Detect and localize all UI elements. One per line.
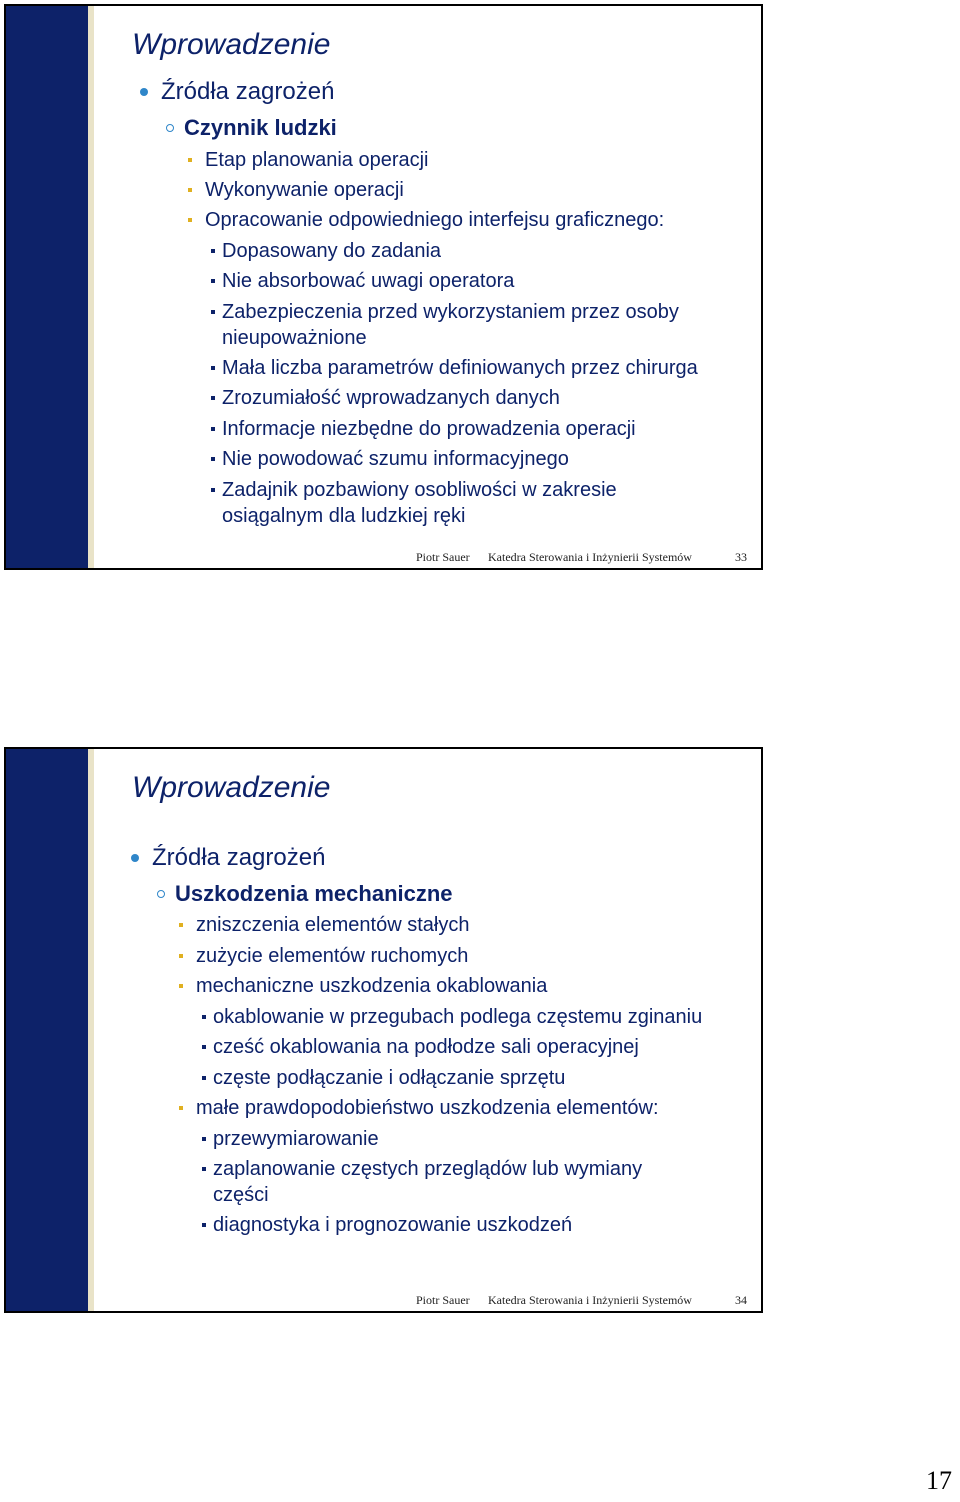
- bullet-item-level-4: [222, 385, 560, 411]
- bullet-text: Mała liczba parametrów definiowanych przez chirurga: [222, 357, 698, 379]
- footer-department: Katedra Sterowania i Inżynierii Systemów: [488, 550, 692, 564]
- square-bullet-icon: [211, 366, 215, 370]
- bullet-item-level-4: [222, 416, 636, 442]
- footer-author: Piotr Sauer: [416, 550, 470, 564]
- footer-department: Katedra Sterowania i Inżynierii Systemów: [488, 1293, 692, 1307]
- footer-author: Piotr Sauer: [416, 1293, 470, 1307]
- bullet-item-level-4: [213, 1004, 702, 1030]
- square-bullet-icon: [211, 457, 215, 461]
- square-bullet-icon: [211, 396, 215, 400]
- bullet-text: Informacje niezbędne do prowadzenia operacji: [222, 418, 636, 440]
- bullet-text: zaplanowanie częstych przeglądów lub wymiany: [213, 1158, 643, 1180]
- square-bullet-icon: [188, 188, 192, 192]
- side-band: [6, 6, 88, 568]
- square-bullet-icon: [211, 488, 215, 492]
- bullet-text-continued: części: [213, 1184, 269, 1206]
- square-bullet-icon: [179, 984, 183, 988]
- square-bullet-icon: [179, 923, 183, 927]
- bullet-text: Czynnik ludzki: [184, 115, 337, 140]
- bullet-item-level-3: [196, 1095, 659, 1121]
- slide-title: Wprowadzenie: [132, 28, 331, 61]
- bullet-item-level-4: [222, 238, 441, 264]
- bullet-item-level-2: [175, 880, 453, 908]
- bullet-text: diagnostyka i prognozowanie uszkodzeń: [213, 1214, 573, 1236]
- bullet-text: Zadajnik pozbawiony osobliwości w zakresie: [222, 479, 617, 501]
- bullet-text: przewymiarowanie: [213, 1128, 379, 1150]
- slide-33: [4, 4, 763, 570]
- square-bullet-icon: [188, 218, 192, 222]
- slide-number: 34: [735, 1293, 747, 1307]
- bullet-text: cześć okablowania na podłodze sali operacyjnej: [213, 1036, 639, 1058]
- dot-bullet-icon: [131, 854, 139, 862]
- square-bullet-icon: [211, 249, 215, 253]
- bullet-item-level-3: [196, 943, 468, 969]
- bullet-item-level-3: [205, 147, 429, 173]
- dot-bullet-icon: [140, 88, 148, 96]
- square-bullet-icon: [179, 954, 183, 958]
- bullet-item-level-3: [196, 973, 547, 999]
- ring-bullet-icon: [166, 124, 174, 132]
- square-bullet-icon: [202, 1223, 206, 1227]
- bullet-item-level-1: [161, 78, 334, 106]
- slide-number: 33: [735, 550, 747, 564]
- square-bullet-icon: [202, 1076, 206, 1080]
- square-bullet-icon: [188, 158, 192, 162]
- square-bullet-icon: [202, 1045, 206, 1049]
- bullet-item-level-3: [205, 177, 404, 203]
- bullet-item-level-4: [222, 446, 569, 472]
- bullet-item-level-4: [213, 1212, 572, 1238]
- bullet-text: Nie absorbować uwagi operatora: [222, 270, 515, 292]
- bullet-text: zużycie elementów ruchomych: [196, 945, 469, 967]
- bullet-text: mechaniczne uszkodzenia okablowania: [196, 975, 548, 997]
- bullet-text: małe prawdopodobieństwo uszkodzenia elementów:: [196, 1097, 659, 1119]
- square-bullet-icon: [211, 310, 215, 314]
- bullet-item-level-3: [196, 912, 469, 938]
- slide-34: [4, 747, 763, 1313]
- square-bullet-icon: [202, 1015, 206, 1019]
- square-bullet-icon: [179, 1106, 183, 1110]
- bullet-item-level-4: [213, 1126, 379, 1152]
- bullet-text: częste podłączanie i odłączanie sprzętu: [213, 1067, 566, 1089]
- bullet-text: okablowanie w przegubach podlega częstemu zginaniu: [213, 1006, 703, 1028]
- bullet-item-level-3: [205, 207, 664, 233]
- square-bullet-icon: [202, 1137, 206, 1141]
- square-bullet-icon: [211, 427, 215, 431]
- bullet-text: Źródła zagrożeń: [161, 78, 335, 105]
- bullet-text: zniszczenia elementów stałych: [196, 914, 470, 936]
- bullet-text: Zabezpieczenia przed wykorzystaniem przez osoby: [222, 301, 679, 323]
- bullet-text-continued: nieupoważnione: [222, 327, 367, 349]
- bullet-text: Etap planowania operacji: [205, 149, 429, 171]
- side-band: [6, 749, 88, 1311]
- bullet-item-level-2: [184, 114, 337, 142]
- ring-bullet-icon: [157, 890, 165, 898]
- square-bullet-icon: [211, 279, 215, 283]
- bullet-item-level-4: [222, 477, 617, 529]
- bullet-item-level-4: [213, 1156, 642, 1208]
- bullet-item-level-4: [213, 1065, 565, 1091]
- bullet-text: Wykonywanie operacji: [205, 179, 404, 201]
- bullet-text: Uszkodzenia mechaniczne: [175, 881, 453, 906]
- bullet-text: Nie powodować szumu informacyjnego: [222, 448, 569, 470]
- bullet-text: Źródła zagrożeń: [152, 844, 326, 871]
- bullet-text: Dopasowany do zadania: [222, 240, 442, 262]
- bullet-item-level-1: [152, 844, 325, 872]
- bullet-text: Opracowanie odpowiedniego interfejsu graficznego:: [205, 209, 665, 231]
- page-number: 17: [926, 1466, 952, 1495]
- bullet-text-continued: osiągalnym dla ludzkiej ręki: [222, 505, 466, 527]
- bullet-item-level-4: [213, 1034, 639, 1060]
- bullet-text: Zrozumiałość wprowadzanych danych: [222, 387, 560, 409]
- bullet-item-level-4: [222, 268, 514, 294]
- bullet-item-level-4: [222, 355, 698, 381]
- bullet-item-level-4: [222, 299, 679, 351]
- slide-title: Wprowadzenie: [132, 771, 331, 804]
- square-bullet-icon: [202, 1167, 206, 1171]
